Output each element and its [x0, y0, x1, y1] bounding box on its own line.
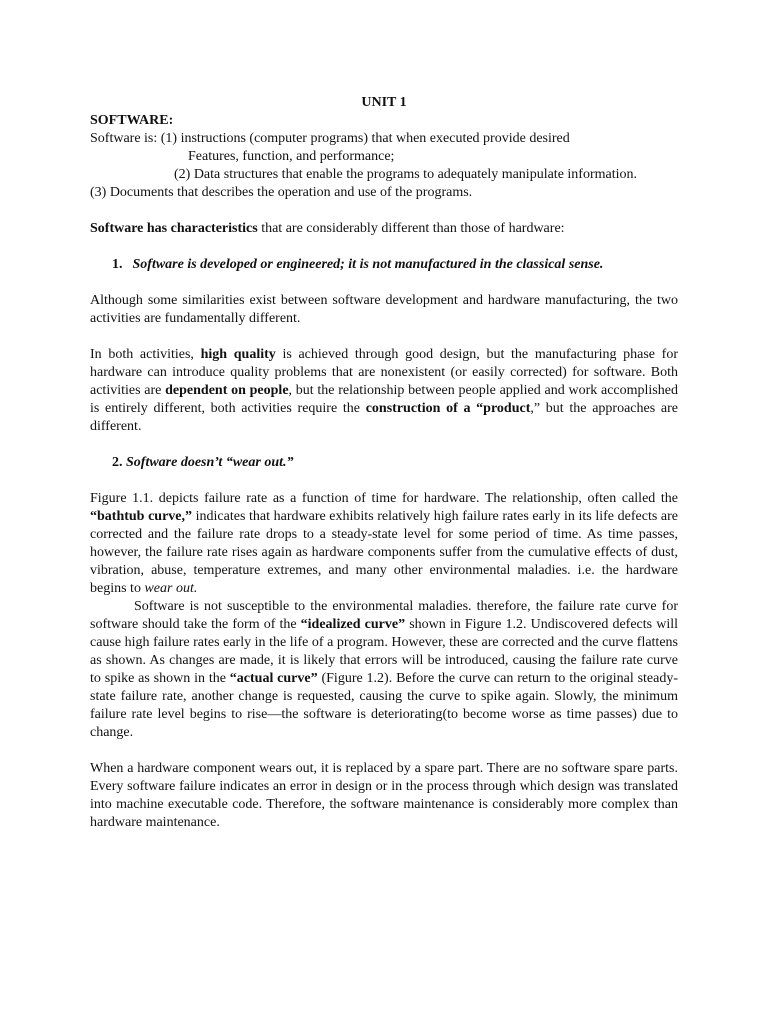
paragraph-similarities: Although some similarities exist between software development and hardware manufacturing, the two activities are fundamentally different. [90, 293, 678, 326]
paragraph-spare-parts: When a hardware component wears out, it is replaced by a spare part. There are no software spare parts. Every software failure indicates an error in design or in the process through which design was translated into machine executable code. Therefore, the software maintenance is considerably more complex than hardware maintenance. [90, 761, 678, 830]
paragraph-quality [90, 346, 678, 436]
text-run: , but the relationship between people applied and work accomplished is entirely different, both activities require the [90, 383, 678, 416]
spacer [90, 202, 678, 220]
paragraph-bathtub [90, 490, 678, 598]
text-run: (Figure 1.2). Before the curve can return to the original steady-state failure rate, another change is requested, causing the curve to spike again. Slowly, the minimum failure rate level begins to rise—the software is deteriorating(to become worse as time passes) due to change. [90, 671, 679, 740]
spacer [90, 742, 678, 760]
section-title: SOFTWARE: [90, 113, 174, 128]
point-1-heading [90, 256, 678, 274]
characteristics-intro [90, 220, 678, 238]
text-run: In both activities, [90, 347, 201, 362]
text-run: Figure 1.1. depicts failure rate as a function of time for hardware. The relationship, often called the [90, 491, 678, 506]
spacer [90, 328, 678, 346]
spacer [90, 274, 678, 292]
characteristics-rest: that are considerably different than those of hardware: [257, 221, 565, 236]
point-1-number: 1. [112, 257, 123, 272]
point-2-number: 2. [112, 455, 123, 470]
bold-construction-of-product: construction of a “product [365, 401, 531, 416]
definition-line-3: (2) Data structures that enable the programs to adequately manipulate information. [174, 167, 638, 182]
definition-line-1: Software is: (1) instructions (computer programs) that when executed provide desired [90, 131, 570, 146]
bold-actual-curve: “actual curve” [229, 671, 318, 686]
text-run: is achieved through good design, but the manufacturing phase for hardware can introduce quality problems that are nonexistent (or easily corrected) for software. Both activities are [90, 347, 678, 398]
point-2-title: Software doesn’t “wear out.” [126, 455, 294, 470]
bold-bathtub-curve: “bathtub curve,” [90, 509, 193, 524]
text-run: indicates that hardware exhibits relatively high failure rates early in its life defects are corrected and the failure rate drops to a steady-state level for some period of time. As time passes, however, the failure rate rises again as hardware components suffer from the cumulative effects of dust, vibration, abuse, temperature extremes, and many other environmental maladies. i.e. the hardware begins to [90, 509, 678, 596]
unit-heading: UNIT 1 [361, 95, 407, 110]
spacer [90, 436, 678, 454]
text-run: shown in Figure 1.2. Undiscovered defects will cause high failure rates early in the life of a program. However, these are corrected and the curve flattens as shown. As changes are made, it is likely that errors will be introduced, causing the failure rate curve to spike as shown in the [90, 617, 678, 686]
document-page [90, 94, 678, 832]
text-run: Software is not susceptible to the environmental maladies. therefore, the failure rate curve for software should take the form of the [90, 599, 678, 632]
spacer [90, 238, 678, 256]
bold-dependent-on-people: dependent on people [165, 383, 289, 398]
text-run: ,” but the approaches are different. [90, 401, 678, 434]
definition-line-2: Features, function, and performance; [188, 149, 395, 164]
point-1-title: Software is developed or engineered; it is not manufactured in the classical sense. [132, 257, 604, 272]
bold-high-quality: high quality [200, 347, 276, 362]
bold-idealized-curve: “idealized curve” [300, 617, 406, 632]
point-2-heading [90, 454, 678, 472]
italic-wear-out: wear out. [144, 581, 198, 596]
spacer [90, 472, 678, 490]
definition-line-4: (3) Documents that describes the operation and use of the programs. [90, 185, 473, 200]
characteristics-bold: Software has characteristics [90, 221, 258, 236]
paragraph-idealized [90, 598, 678, 742]
